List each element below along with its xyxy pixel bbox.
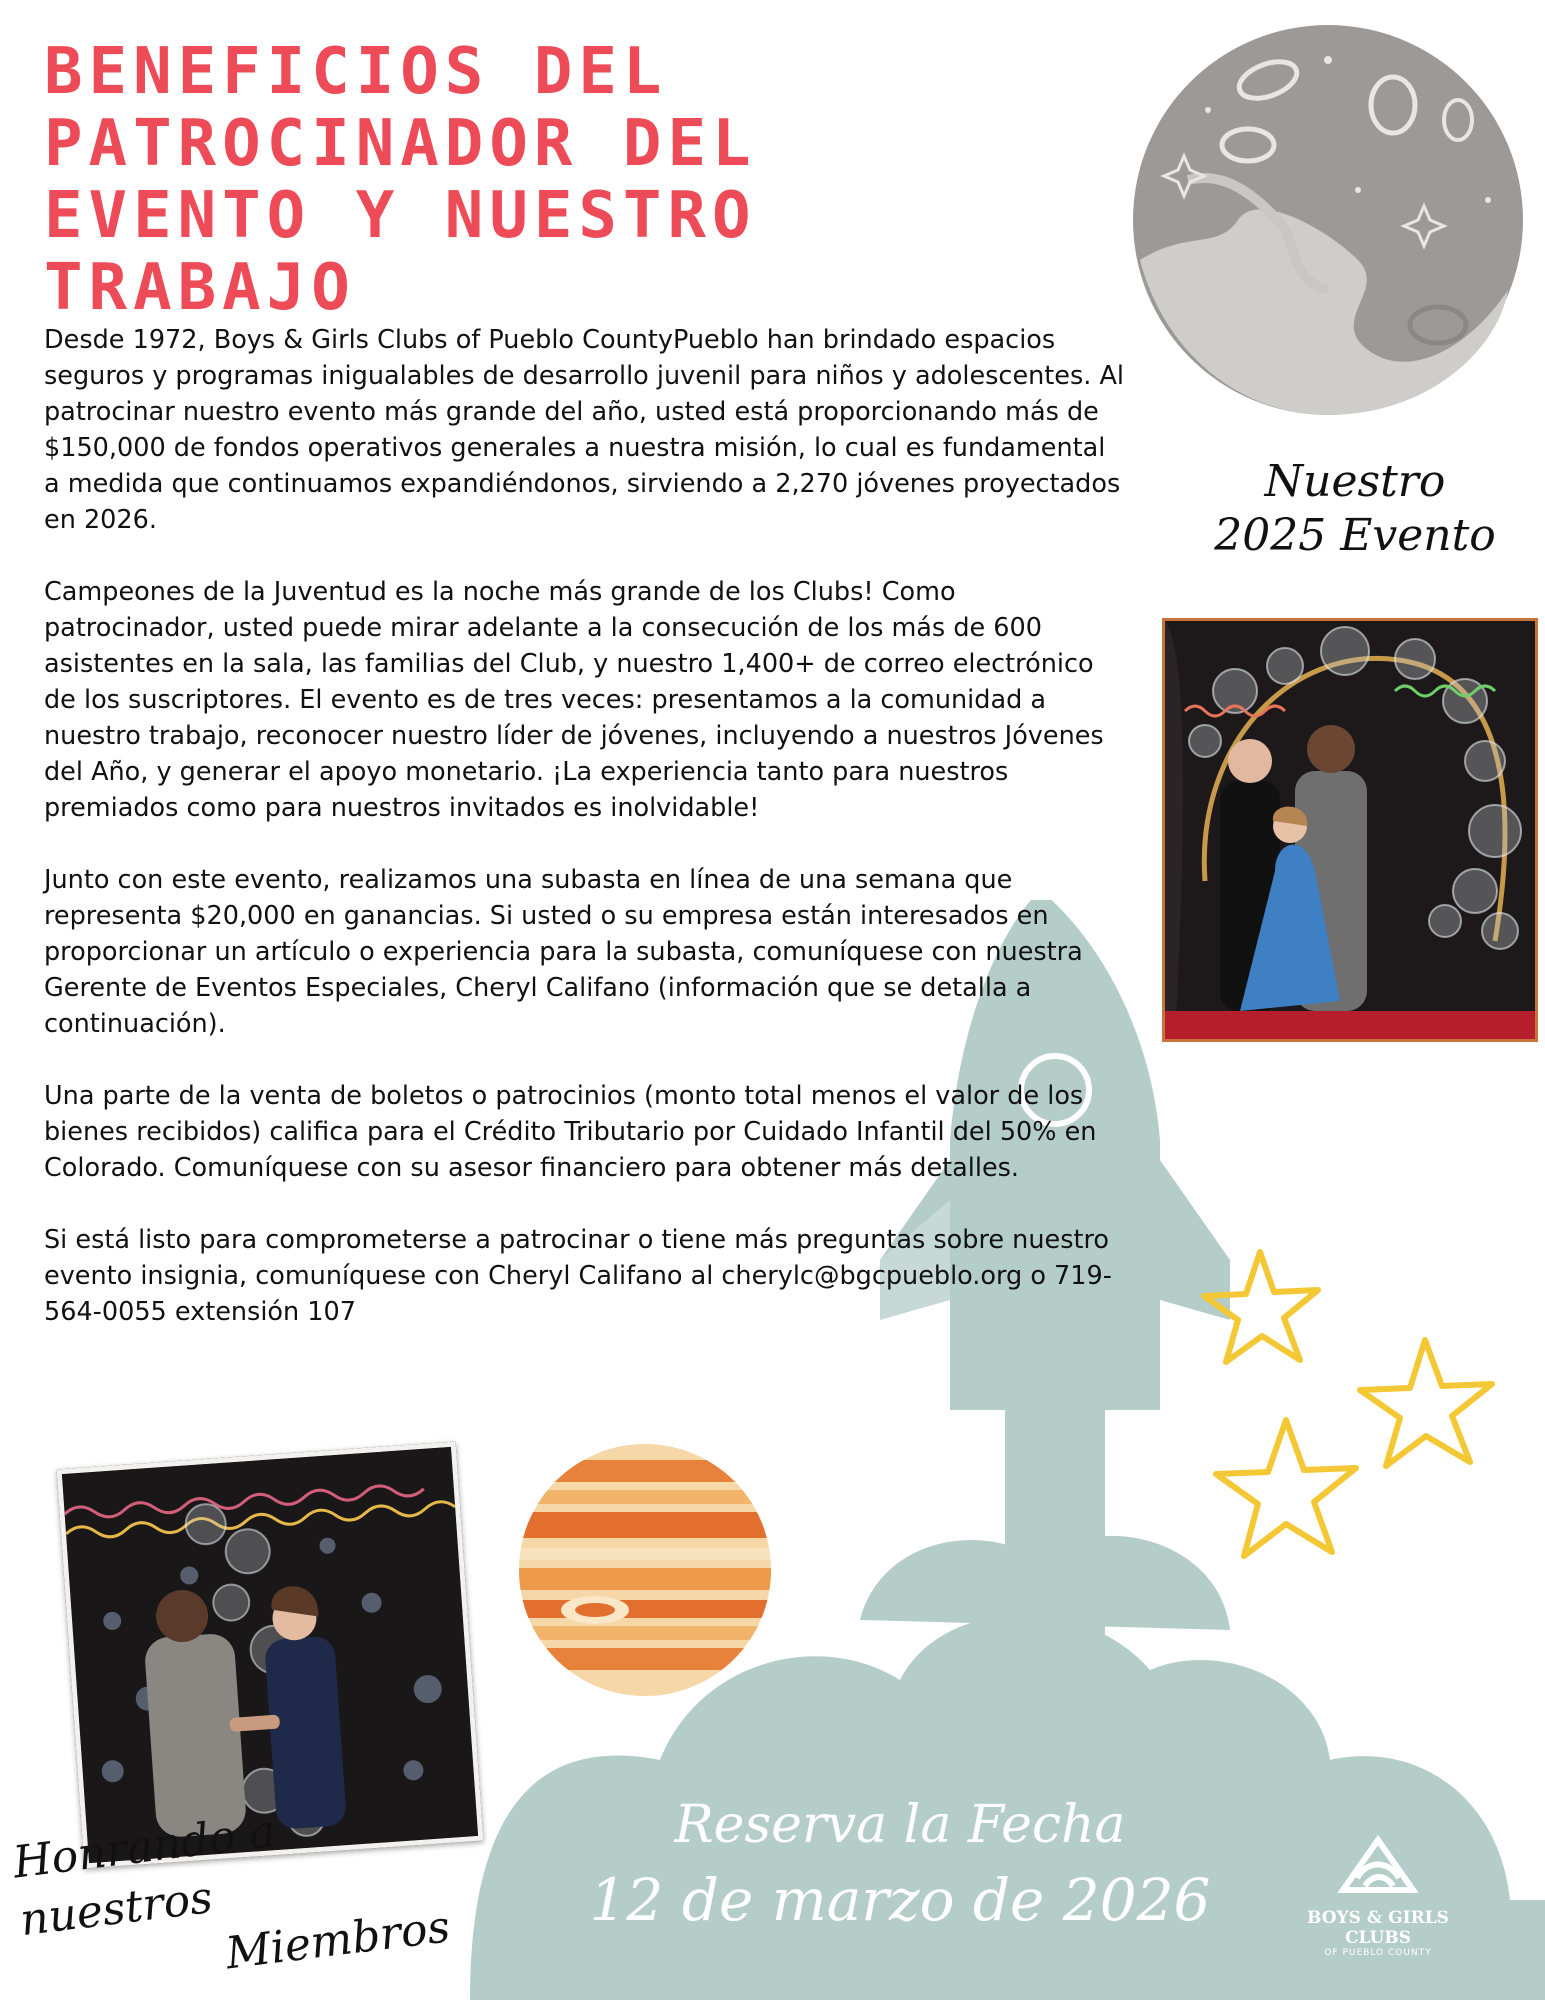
honoring-caption-line1: Honrando a nuestros xyxy=(10,1805,279,1947)
event-caption-line2: 2025 Evento xyxy=(1214,510,1496,561)
event-photo-scene xyxy=(1165,621,1535,1039)
star-icon xyxy=(1360,1340,1492,1466)
event-caption-line1: Nuestro xyxy=(1264,456,1446,507)
paragraph-event: Campeones de la Juventud es la noche más grande de los Clubs! Como patrocinador, usted puede mirar adelante a la consecución de los más de 600 asistentes en la sala, las familias del Club, y nuestro 1,400+ de correo electrónico de los suscriptores. El evento es de tres veces: presentamos a la comunidad a nuestro trabajo, reconocer nuestro líder de jóvenes, incluyendo a nuestros Jóvenes del Año, y generar el apoyo monetario. ¡La experiencia tanto para nuestros premiados como para nuestros invitados es inolvidable! xyxy=(44,577,1104,823)
paragraph-tax-credit: Una parte de la venta de boletos o patrocinios (monto total menos el valor de los bienes recibidos) califica para el Crédito Tributario por Cuidado Infantil del 50% en Colorado. Comuníquese con su asesor financiero para obtener más detalles. xyxy=(44,1081,1097,1183)
bgc-logo xyxy=(1278,1830,1478,1958)
star-icon xyxy=(1204,1252,1318,1362)
save-the-date-label: Reserva la Fecha xyxy=(674,1795,1126,1855)
stars-illustration xyxy=(1190,1240,1530,1580)
jupiter-illustration xyxy=(515,1440,775,1700)
event-caption xyxy=(1190,455,1520,563)
event-date: 12 de marzo de 2026 xyxy=(589,1866,1211,1934)
bgc-logo-icon xyxy=(1333,1830,1423,1900)
body-text xyxy=(44,322,1124,1366)
paragraph-contact: Si está listo para comprometerse a patrocinar o tiene más preguntas sobre nuestro evento insignia, comuníquese con Cheryl Califano al cherylc@bgcpueblo.org o 719-564-0055 extensión 107 xyxy=(44,1225,1112,1327)
paragraph-auction: Junto con este evento, realizamos una subasta en línea de una semana que representa $20,000 en ganancias. Si usted o su empresa están interesados en proporcionar un artículo o experiencia para la subasta, comuníquese con nuestra Gerente de Eventos Especiales, Cheryl Califano (información que se detalla a continuación). xyxy=(44,865,1083,1039)
logo-subtitle: OF PUEBLO COUNTY xyxy=(1324,1948,1432,1958)
honoring-caption-line2: Miembros xyxy=(223,1901,453,1980)
moon-illustration xyxy=(1128,20,1528,420)
paragraph-history: Desde 1972, Boys & Girls Clubs of Pueblo CountyPueblo han brindado espacios seguros y programas inigualables de desarrollo juvenil para niños y adolescentes. Al patrocinar nuestro evento más grande del año, usted está proporcionando más de $150,000 de fondos operativos generales a nuestra misión, lo cual es fundamental a medida que continuamos expandiéndonos, sirviendo a 2,270 jóvenes proyectados en 2026. xyxy=(44,325,1125,535)
logo-name: BOYS & GIRLS CLUBS xyxy=(1307,1908,1449,1948)
star-icon xyxy=(1216,1420,1356,1556)
page-title: BENEFICIOS DEL PATROCINADOR DEL EVENTO Y NUESTRO TRABAJO xyxy=(44,35,757,325)
event-photo xyxy=(1162,618,1538,1042)
save-the-date xyxy=(560,1790,1240,1940)
